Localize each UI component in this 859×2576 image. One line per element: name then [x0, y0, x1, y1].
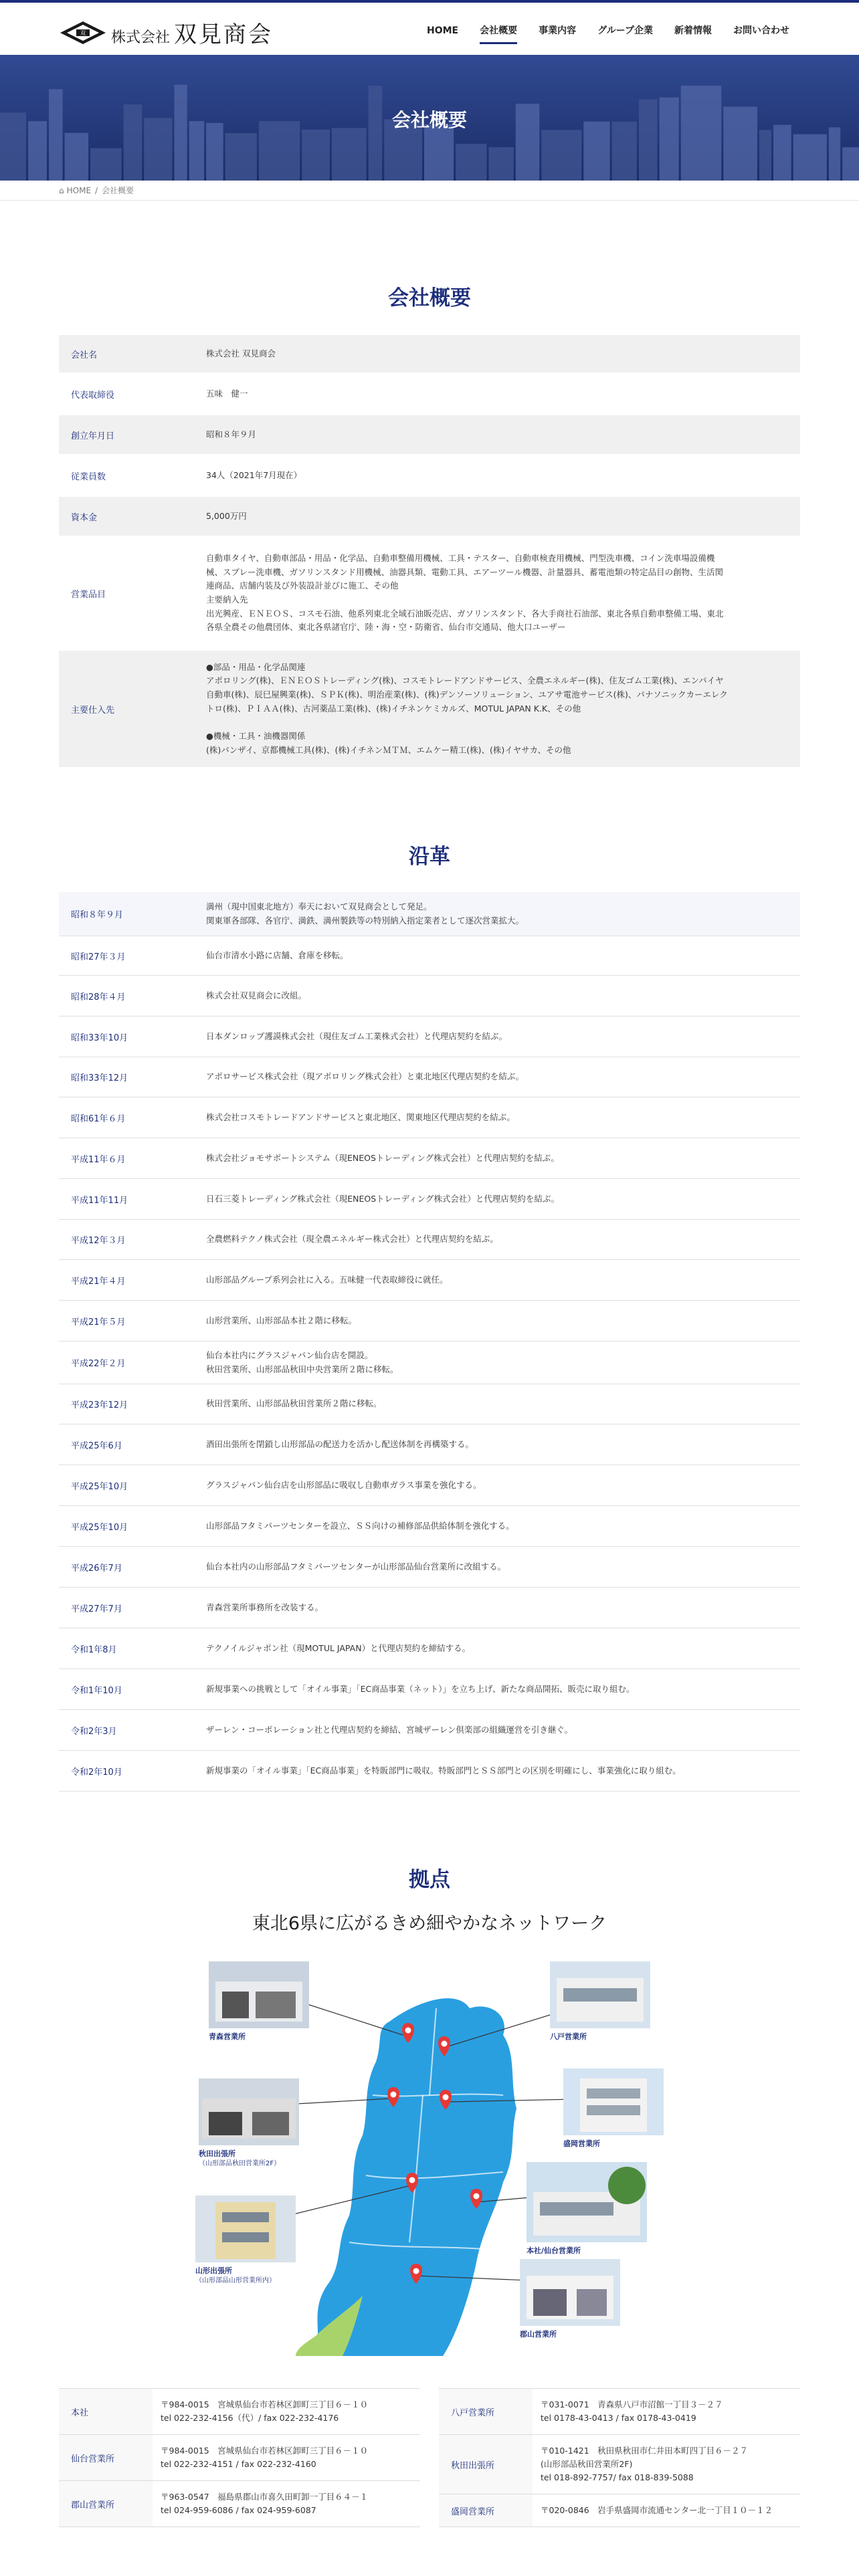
profile-row: [59, 455, 800, 497]
office-info: 〒031-0071 青森県八戸市沼館一丁目３－２７ tel 0178-43-0413 / fax 0178-43-0419: [541, 2399, 723, 2423]
history-row: [59, 1016, 800, 1057]
office-name: 本社: [59, 2389, 153, 2434]
office-name: 八戸営業所: [439, 2389, 533, 2434]
history-date: 令和2年3月: [71, 1726, 117, 1737]
profile-label: 代表取締役: [71, 390, 115, 401]
history-text: 仙台市清水小路に店舗、倉庫を移転。: [206, 950, 349, 960]
nav-business[interactable]: 事業内容: [539, 25, 577, 36]
history-date: 昭和27年３月: [71, 952, 126, 962]
location-label: 青森営業所: [209, 2032, 246, 2041]
history-date: 昭和８年９月: [71, 910, 124, 920]
history-date: 平成11年６月: [71, 1154, 126, 1165]
history-date: 令和1年10月: [71, 1685, 122, 1696]
office-row: [439, 2388, 800, 2435]
office-info: 〒010-1421 秋田県秋田市仁井田本町四丁目６－２７ (山形部品秋田営業所2F) tel 018-892-7757/ fax 018-839-5088: [541, 2446, 749, 2482]
history-text: 山形部品フタミパーツセンターを設立、ＳＳ向けの補修部品供給体制を強化する。: [206, 1520, 514, 1531]
history-date: 昭和61年６月: [71, 1113, 126, 1124]
history-row: [59, 1179, 800, 1220]
history-date: 平成11年11月: [71, 1195, 128, 1206]
profile-value: 34人（2021年7月現在）: [206, 469, 302, 480]
profile-value: 五味 健一: [206, 388, 248, 399]
bases-subtitle: 東北6県に広がるきめ細やかなネットワーク: [252, 1913, 607, 1934]
office-row: [439, 2435, 800, 2494]
akita-office-photo: [199, 2078, 299, 2145]
history-row: [59, 1260, 800, 1301]
location-label: 郡山営業所: [520, 2330, 557, 2339]
office-name: 仙台営業所: [59, 2435, 153, 2480]
profile-row: [59, 651, 800, 768]
profile-row: [59, 537, 800, 651]
history-date: 平成25年6月: [71, 1440, 122, 1451]
map-pin-dot: [474, 2193, 480, 2199]
history-text: 日本ダンロップ護謨株式会社（現住友ゴム工業株式会社）と代理店契約を結ぶ。: [206, 1031, 508, 1041]
hero-banner: [0, 55, 859, 181]
office-name: 秋田出張所: [439, 2435, 533, 2494]
history-date: 昭和33年12月: [71, 1073, 128, 1083]
history-text: 株式会社コスモトレードアンドサービスと東北地区、関東地区代理店契約を結ぶ。: [206, 1111, 515, 1122]
map-pin-dot: [443, 2095, 449, 2101]
location-label: 本社/仙台営業所: [527, 2246, 581, 2255]
nav-news[interactable]: 新着情報: [674, 25, 712, 36]
history-row: [59, 1057, 800, 1097]
office-row: [439, 2494, 800, 2527]
history-date: 平成26年7月: [71, 1563, 122, 1574]
sendai-office-photo: [527, 2162, 647, 2242]
history-row: [59, 1220, 800, 1260]
profile-row: [59, 335, 800, 374]
history-text: 青森営業所事務所を改装する。: [206, 1602, 324, 1612]
profile-label: 創立年月日: [71, 431, 115, 441]
history-row: [59, 936, 800, 976]
map-pin-dot: [391, 2092, 397, 2098]
office-column-right: [439, 2388, 800, 2527]
map-pin-dot: [442, 2041, 448, 2047]
history-text: 秋田営業所、山形部品秋田営業所２階に移転。: [206, 1398, 382, 1409]
history-text: テクノイルジャポン社（現MOTUL JAPAN）と代理店契約を締結する。: [206, 1642, 471, 1653]
office-list: [59, 2388, 800, 2527]
history-text: 日石三菱トレーディング株式会社（現ENEOSトレーディング株式会社）と代理店契約を結ぶ。: [206, 1193, 560, 1204]
profile-title: 会社概要: [388, 286, 471, 310]
office-row: [59, 2388, 420, 2435]
breadcrumb: [0, 181, 859, 201]
history-row: [59, 1506, 800, 1547]
main-content: [59, 281, 800, 2527]
history-row: [59, 1751, 800, 1792]
history-date: 昭和33年10月: [71, 1033, 128, 1043]
history-row: [59, 1588, 800, 1628]
history-text: 株式会社双見商会に改組。: [206, 990, 307, 1000]
svg-text:双: 双: [80, 29, 86, 36]
history-row: [59, 1628, 800, 1669]
history-row: [59, 1424, 800, 1465]
history-text: アポロサービス株式会社（現アポロリング株式会社）と東北地区代理店契約を結ぶ。: [206, 1071, 524, 1082]
history-row: [59, 1384, 800, 1424]
history-date: 平成22年２月: [71, 1359, 126, 1369]
profile-row: [59, 497, 800, 537]
global-nav: [416, 23, 800, 44]
office-row: [59, 2481, 420, 2527]
history-text: 酒田出張所を閉鎖し山形部品の配送力を活かし配送体制を再構築する。: [206, 1438, 474, 1449]
nav-home[interactable]: HOME: [426, 25, 459, 36]
history-text: 満州（現中国東北地方）奉天において双見商会として発足。 関東軍各部隊、各官庁、満鉄、満州製鉄等の特別納入指定業者として逐次営業拡大。: [206, 901, 524, 926]
history-row: [59, 1341, 800, 1384]
koriyama-office-photo: [520, 2259, 620, 2326]
profile-value: 5,000万円: [206, 510, 247, 521]
history-text: 新規事業の「オイル事業」「EC商品事業」を特販部門に吸収。特販部門とＳＳ部門との区別を明確にし、事業強化に取り組む。: [206, 1765, 681, 1776]
logo-mark-icon: [59, 20, 107, 45]
profile-table: [59, 335, 800, 768]
history-row: [59, 1547, 800, 1588]
history-date: 昭和28年４月: [71, 992, 126, 1002]
office-name: 盛岡営業所: [439, 2494, 533, 2527]
history-date: 平成21年４月: [71, 1276, 126, 1287]
map-pin-dot: [413, 2268, 419, 2274]
office-name: 郡山営業所: [59, 2481, 153, 2527]
history-text: 仙台本社内にグラスジャパン仙台店を開設。 秋田営業所、山形部品秋田中央営業所２階に移転。: [206, 1350, 399, 1374]
profile-row: [59, 415, 800, 455]
nav-company[interactable]: 会社概要: [469, 23, 528, 44]
logo[interactable]: [59, 16, 273, 49]
history-row: [59, 1138, 800, 1179]
history-date: 平成27年7月: [71, 1604, 122, 1614]
office-info: 〒963-0547 福島県郡山市喜久田町卸一丁目６４－１ tel 024-959-6086 / fax 024-959-6087: [161, 2492, 369, 2515]
history-text: 新規事業への挑戦として「オイル事業」「EC商品事業（ネット）」を立ち上げ、新たな商品開拓、販売に取り組む。: [206, 1683, 635, 1694]
history-date: 平成21年５月: [71, 1317, 126, 1327]
morioka-office-photo: [563, 2068, 664, 2135]
yamagata-office-photo: [195, 2195, 296, 2262]
site-header: [0, 3, 859, 55]
profile-label: 資本金: [71, 512, 98, 523]
history-date: 平成12年３月: [71, 1236, 126, 1246]
profile-value: ●部品・用品・化学品関連 アポロリング(株)、ＥＮＥＯＳトレーディング(株)、コスモトレードアンドサービス、全農エネルギー(株)、住友ゴム工業(株)、エンパイヤ 自動車(株)、辰巳屋興業(株)、ＳＰＫ(株)、明治産業(株)、(株)デンソーソリューション、ユアサ電池サービス(株)、パナソニックカーエレク トロ(株)、ＰＩＡＡ(株)、古河薬品工業(株)、(株)イチネンケミカルズ、MOTUL JAPAN K.K、その他 ●機械・工具・油機器関係 (株)バンザイ、京都機械工具(株)、(株)イチネンＭＴＭ、エムケー精工(株)、(株)イヤサカ、その他: [206, 661, 728, 755]
history-text: 株式会社ジョモサポートシステム（現ENEOSトレーディング株式会社）と代理店契約を結ぶ。: [206, 1152, 559, 1163]
map-pin-dot: [409, 2177, 415, 2183]
location-label: 八戸営業所: [550, 2032, 587, 2041]
profile-row: [59, 374, 800, 415]
profile-label: 会社名: [71, 350, 98, 360]
history-date: 令和2年10月: [71, 1767, 122, 1778]
history-date: 平成23年12月: [71, 1400, 128, 1410]
bases-title: 拠点: [409, 1868, 450, 1892]
profile-value: 株式会社 双見商会: [206, 348, 276, 358]
hero-title: 会社概要: [391, 109, 467, 131]
nav-group[interactable]: グループ企業: [597, 25, 653, 36]
map-pin-dot: [405, 2028, 411, 2034]
breadcrumb-current: 会社概要: [102, 186, 134, 195]
history-date: 令和1年8月: [71, 1644, 117, 1655]
profile-value: 昭和８年９月: [206, 429, 257, 439]
location-label: 秋田出張所 （山形部品秋田営業所2F）: [199, 2149, 281, 2168]
history-row: [59, 1097, 800, 1138]
nav-contact[interactable]: お問い合わせ: [733, 25, 789, 36]
history-row: [59, 976, 800, 1016]
tohoku-map: [195, 1961, 664, 2356]
history-row: [59, 1465, 800, 1506]
office-info: 〒020-0846 岩手県盛岡市流通センター北一丁目１０－１２: [541, 2505, 773, 2515]
history-date: 平成25年10月: [71, 1481, 128, 1492]
profile-label: 従業員数: [71, 471, 106, 482]
breadcrumb-home[interactable]: HOME: [66, 185, 92, 195]
logo-company-name: 双見商会: [174, 21, 274, 48]
history-text: 全農燃料テクノ株式会社（現全農エネルギー株式会社）と代理店契約を結ぶ。: [206, 1234, 499, 1245]
aomori-office-photo: [209, 1961, 309, 2028]
breadcrumb-separator: /: [95, 185, 98, 195]
history-text: 仙台本社内の山形部品フタミパーツセンターが山形部品仙台営業所に改組する。: [206, 1561, 506, 1572]
history-title: 沿革: [409, 845, 450, 869]
office-info: 〒984-0015 宮城県仙台市若林区卸町三丁目６－１０ tel 022-232-4151 / fax 022-232-4160: [161, 2446, 369, 2469]
profile-value: 自動車タイヤ、自動車部品・用品・化学品、自動車整備用機械、工具・テスター、自動車検査用機械、門型洗車機、コイン洗車場設備機 械、スプレー洗車機、ガソリンスタンド用機械、油器具類、電動工具、エアーツール機器、計量器具、蓄電池類の特定品目の創物、生活関 連商品、店舗内装及び外装設計並びに施工、その他 主要納入先 出光興産、ＥＮＥＯＳ、コスモ石油、他系列東北全域石油販売店、ガソリンスタンド、各大手商社石油部、東北各県自動車整備工場、東北 各県全農その他農団体、東北各県諸官庁、陸・海・空・防衛省、仙台市交通局、他大口ユーザー: [206, 553, 724, 633]
home-icon: ⌂: [59, 185, 64, 195]
logo-small-text: 株式会社: [111, 29, 171, 46]
history-row: [59, 892, 800, 936]
history-row: [59, 1669, 800, 1710]
office-info: 〒984-0015 宮城県仙台市若林区卸町三丁目６－１０ tel 022-232-4156（代）/ fax 022-232-4176: [161, 2399, 369, 2423]
profile-label: 主要仕入先: [71, 705, 115, 716]
history-text: 山形部品グループ系列会社に入る。五味健一代表取締役に就任。: [206, 1274, 448, 1285]
office-row: [59, 2435, 420, 2481]
history-text: 山形営業所、山形部品本社２階に移転。: [206, 1315, 357, 1325]
hachinohe-office-photo: [550, 1961, 650, 2028]
profile-label: 営業品目: [71, 589, 106, 600]
history-table: [59, 892, 800, 1792]
location-label: 山形出張所 （山形部品山形営業所内）: [195, 2266, 276, 2285]
history-text: グラスジャパン仙台店を山形部品に吸収し自動車ガラス事業を強化する。: [206, 1479, 482, 1490]
history-row: [59, 1301, 800, 1341]
office-column-left: [59, 2388, 420, 2527]
history-row: [59, 1710, 800, 1751]
location-label: 盛岡営業所: [563, 2139, 600, 2148]
history-date: 平成25年10月: [71, 1522, 128, 1533]
history-text: ザーレン・コーポレーション社と代理店契約を締結、宮城ザーレン倶楽部の組織運営を引き継ぐ。: [206, 1724, 573, 1735]
